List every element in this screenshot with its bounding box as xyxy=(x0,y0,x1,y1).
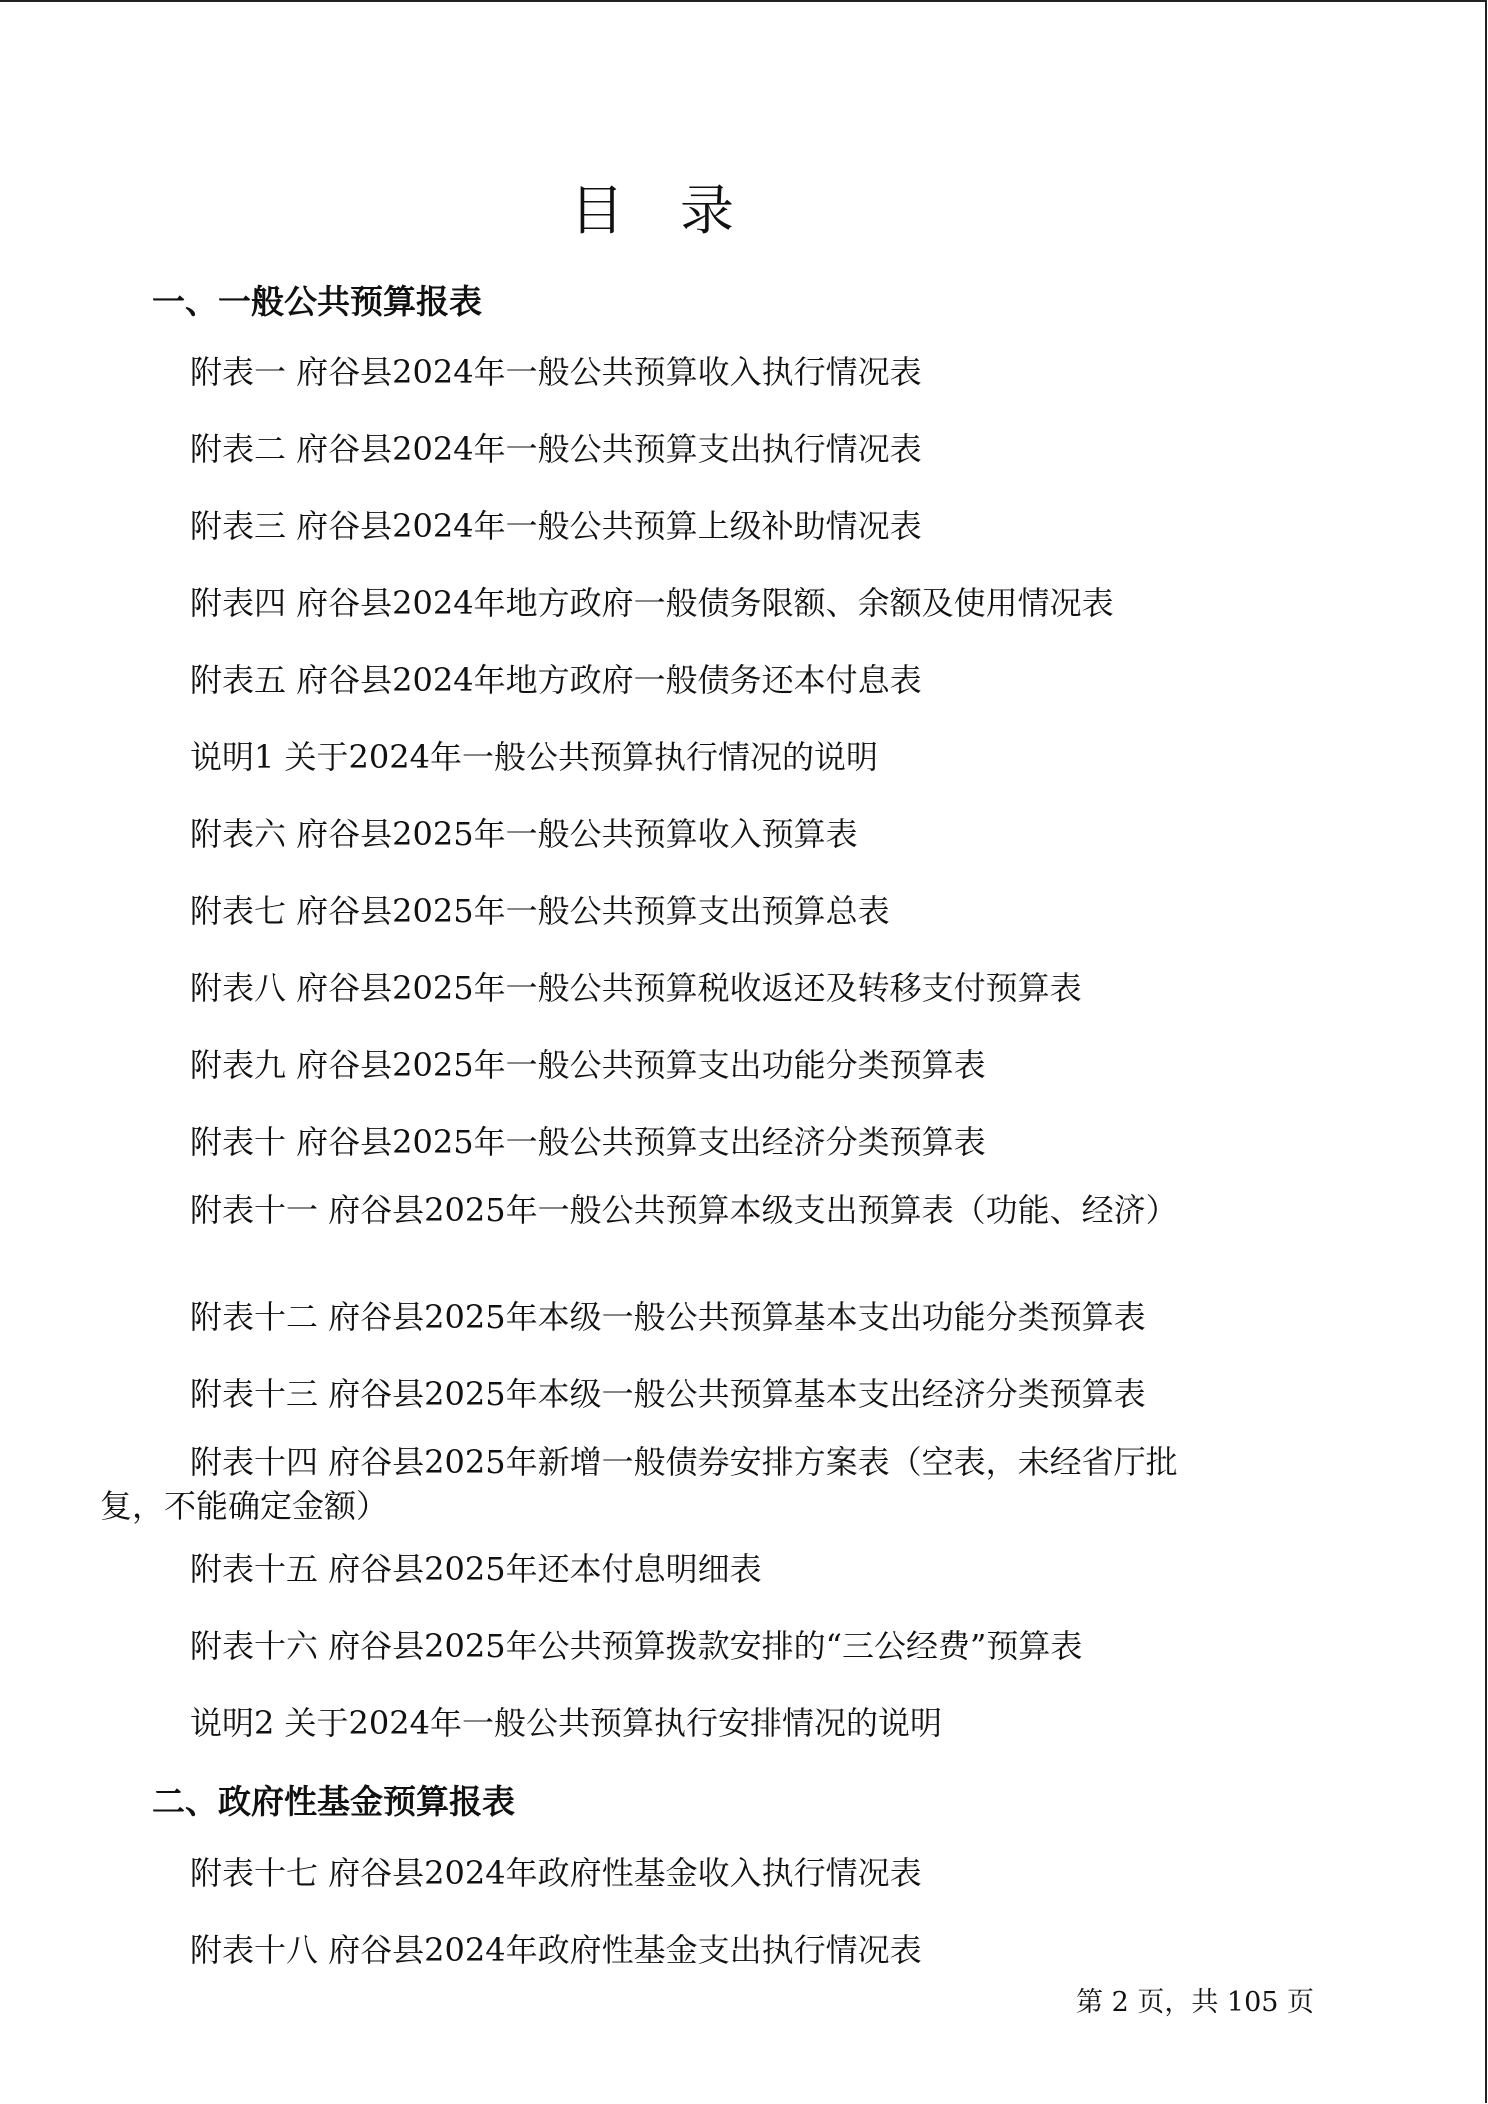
toc-entry: 附表五 府谷县2024年地方政府一般债务还本付息表 xyxy=(190,661,922,699)
toc-entry: 附表十四 府谷县2025年新增一般债券安排方案表（空表，未经省厅批复，不能确定金额） xyxy=(100,1443,1178,1525)
toc-entry: 附表十七 府谷县2024年政府性基金收入执行情况表 xyxy=(190,1854,922,1892)
toc-entry: 附表十五 府谷县2025年还本付息明细表 xyxy=(190,1550,762,1588)
toc-entry: 附表四 府谷县2024年地方政府一般债务限额、余额及使用情况表 xyxy=(190,584,1114,622)
toc-entry: 附表十二 府谷县2025年本级一般公共预算基本支出功能分类预算表 xyxy=(190,1298,1146,1336)
toc-entry: 附表十一 府谷县2025年一般公共预算本级支出预算表（功能、经济） xyxy=(190,1191,1178,1229)
toc-entry: 附表九 府谷县2025年一般公共预算支出功能分类预算表 xyxy=(190,1046,986,1084)
page-title: 目录 xyxy=(570,179,790,242)
toc-entry: 附表六 府谷县2025年一般公共预算收入预算表 xyxy=(190,815,858,853)
toc-entry: 附表十 府谷县2025年一般公共预算支出经济分类预算表 xyxy=(190,1123,986,1161)
page-number: 第 2 页，共 105 页 xyxy=(1076,1987,1315,2018)
toc-entry: 说明2 关于2024年一般公共预算执行安排情况的说明 xyxy=(190,1704,942,1742)
toc-entry: 附表一 府谷县2024年一般公共预算收入执行情况表 xyxy=(190,353,922,391)
toc-entry: 附表十三 府谷县2025年本级一般公共预算基本支出经济分类预算表 xyxy=(190,1375,1146,1413)
toc-entry: 附表十六 府谷县2025年公共预算拨款安排的“三公经费”预算表 xyxy=(190,1627,1083,1665)
toc-entry: 说明1 关于2024年一般公共预算执行情况的说明 xyxy=(190,738,878,776)
toc-entry: 附表三 府谷县2024年一般公共预算上级补助情况表 xyxy=(190,507,922,545)
toc-entry: 附表十八 府谷县2024年政府性基金支出执行情况表 xyxy=(190,1931,922,1969)
section-heading-general-budget: 一、一般公共预算报表 xyxy=(152,282,482,321)
toc-entry: 附表七 府谷县2025年一般公共预算支出预算总表 xyxy=(190,892,890,930)
section-heading-government-fund: 二、政府性基金预算报表 xyxy=(152,1782,515,1821)
toc-entry: 附表二 府谷县2024年一般公共预算支出执行情况表 xyxy=(190,430,922,468)
toc-entry: 附表八 府谷县2025年一般公共预算税收返还及转移支付预算表 xyxy=(190,969,1082,1007)
